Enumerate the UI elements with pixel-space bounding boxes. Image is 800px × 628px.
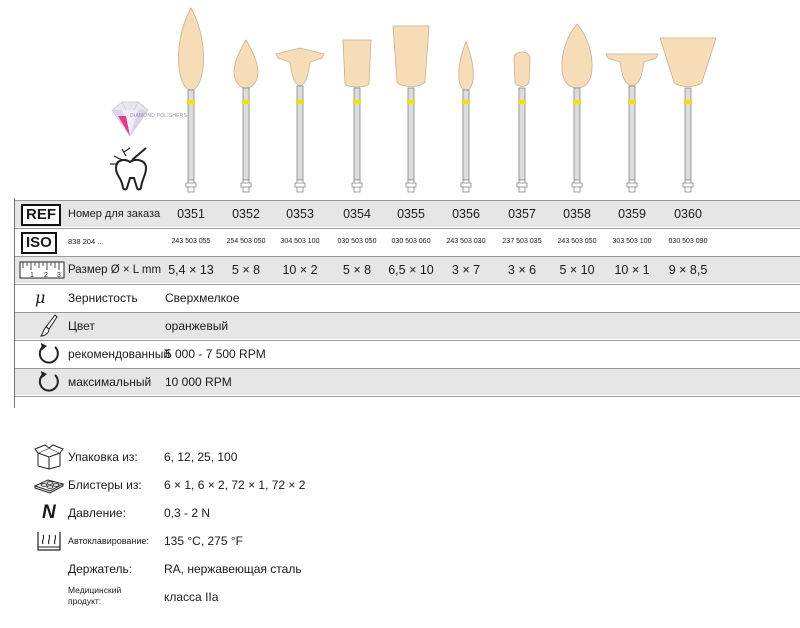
spec-value: класса IIa [164,590,219,604]
polisher-0352-image [218,0,274,200]
size-value: 5,4 × 13 [168,263,214,277]
size-value: 3 × 7 [451,263,481,277]
iso-value: 030 503 090 [668,238,708,245]
polisher-0353-image [272,0,328,200]
ref-label: Номер для заказа [68,208,161,220]
iso-prefix: 838 204 ... [68,237,104,246]
grit-label: Зернистость [68,291,138,305]
color-label: Цвет [68,319,95,333]
size-value: 3 × 6 [507,263,537,277]
size-value: 5 × 10 [559,263,595,277]
ref-badge: REF [21,204,61,226]
ruler-mark: 2 [44,272,48,279]
spec-value: RA, нержавеющая сталь [164,562,302,576]
size-value: 9 × 8,5 [668,263,708,277]
autoclave-icon [34,528,64,554]
product-images [0,0,800,200]
rpm-recommended-row [15,341,800,367]
brush-icon [39,314,59,338]
iso-value: 254 503 050 [226,238,266,245]
ref-value: 0360 [674,207,702,221]
size-value: 5 × 8 [342,263,372,277]
iso-value: 237 503 035 [502,238,542,245]
size-value: 5 × 8 [231,263,261,277]
ref-value: 0356 [452,207,480,221]
ref-value: 0357 [508,207,536,221]
force-N-icon: N [42,502,56,523]
spec-value: 0,3 - 2 N [164,506,211,520]
spec-autoclave [0,528,800,554]
spec-label: Упаковка из: [68,450,138,464]
rpm-max-label: максимальный [68,375,152,389]
spec-label: Блистеры из: [68,478,142,492]
iso-value: 243 503 030 [446,238,486,245]
size-row [15,257,800,283]
rpm-recommended-label: рекомендованный [68,347,171,361]
divider [15,396,800,397]
rotation-icon [35,342,61,366]
ref-row [15,201,800,227]
grit-row [15,285,800,311]
spec-label: Давление: [68,506,126,520]
size-label: Размер Ø × L mm [68,264,162,276]
size-value: 10 × 2 [282,263,318,277]
size-value: 6,5 × 10 [388,263,434,277]
ref-value: 0351 [177,207,205,221]
grit-value: Сверхмелкое [165,291,240,305]
polisher-0354-image [329,0,385,200]
rpm-max-row [15,369,800,395]
polisher-0355-image [383,0,439,200]
polisher-0351-image [163,0,219,200]
spec-label: Держатель: [68,562,133,576]
micro-symbol-icon: μ [35,288,46,307]
spec-medical [0,584,800,610]
rpm-recommended-value: 5 000 - 7 500 RPM [165,347,266,361]
iso-badge: ISO [21,232,57,254]
ref-value: 0355 [397,207,425,221]
spec-label: Медицинский продукт: [68,585,122,606]
ruler-mark: 1 [30,272,34,279]
iso-value: 243 503 050 [557,238,597,245]
polisher-0356-image [438,0,494,200]
iso-value: 030 503 060 [391,238,431,245]
rpm-max-value: 10 000 RPM [165,375,232,389]
spec-holder [0,556,800,582]
size-value: 10 × 1 [614,263,650,277]
ruler-icon [19,258,65,282]
box-icon [34,444,64,470]
iso-value: 030 503 050 [337,238,377,245]
spec-value: 135 °C, 275 °F [164,534,243,548]
ref-value: 0358 [563,207,591,221]
ref-value: 0352 [232,207,260,221]
spec-pressure [0,500,800,526]
blister-icon [34,472,64,498]
spec-packaging [0,444,800,470]
spec-value: 6 × 1, 6 × 2, 72 × 1, 72 × 2 [164,478,306,492]
polisher-0359-image [604,0,660,200]
polisher-0357-image [494,0,550,200]
ref-value: 0359 [618,207,646,221]
ruler-mark: 3 [57,272,61,279]
color-row [15,313,800,339]
color-value: оранжевый [165,319,229,333]
iso-row [15,229,800,255]
diamond-polishers-text: DIAMOND POLISHERS [130,113,188,119]
spec-blisters [0,472,800,498]
spec-value: 6, 12, 25, 100 [164,450,238,464]
polisher-0358-image [549,0,605,200]
polisher-0360-image [660,0,716,200]
ref-value: 0353 [286,207,314,221]
spec-label: Автоклавирование: [68,536,149,546]
iso-value: 304 503 100 [280,238,320,245]
iso-value: 243 503 055 [171,238,211,245]
rotation-icon [35,370,61,394]
ref-value: 0354 [343,207,371,221]
iso-value: 303 503 100 [612,238,652,245]
